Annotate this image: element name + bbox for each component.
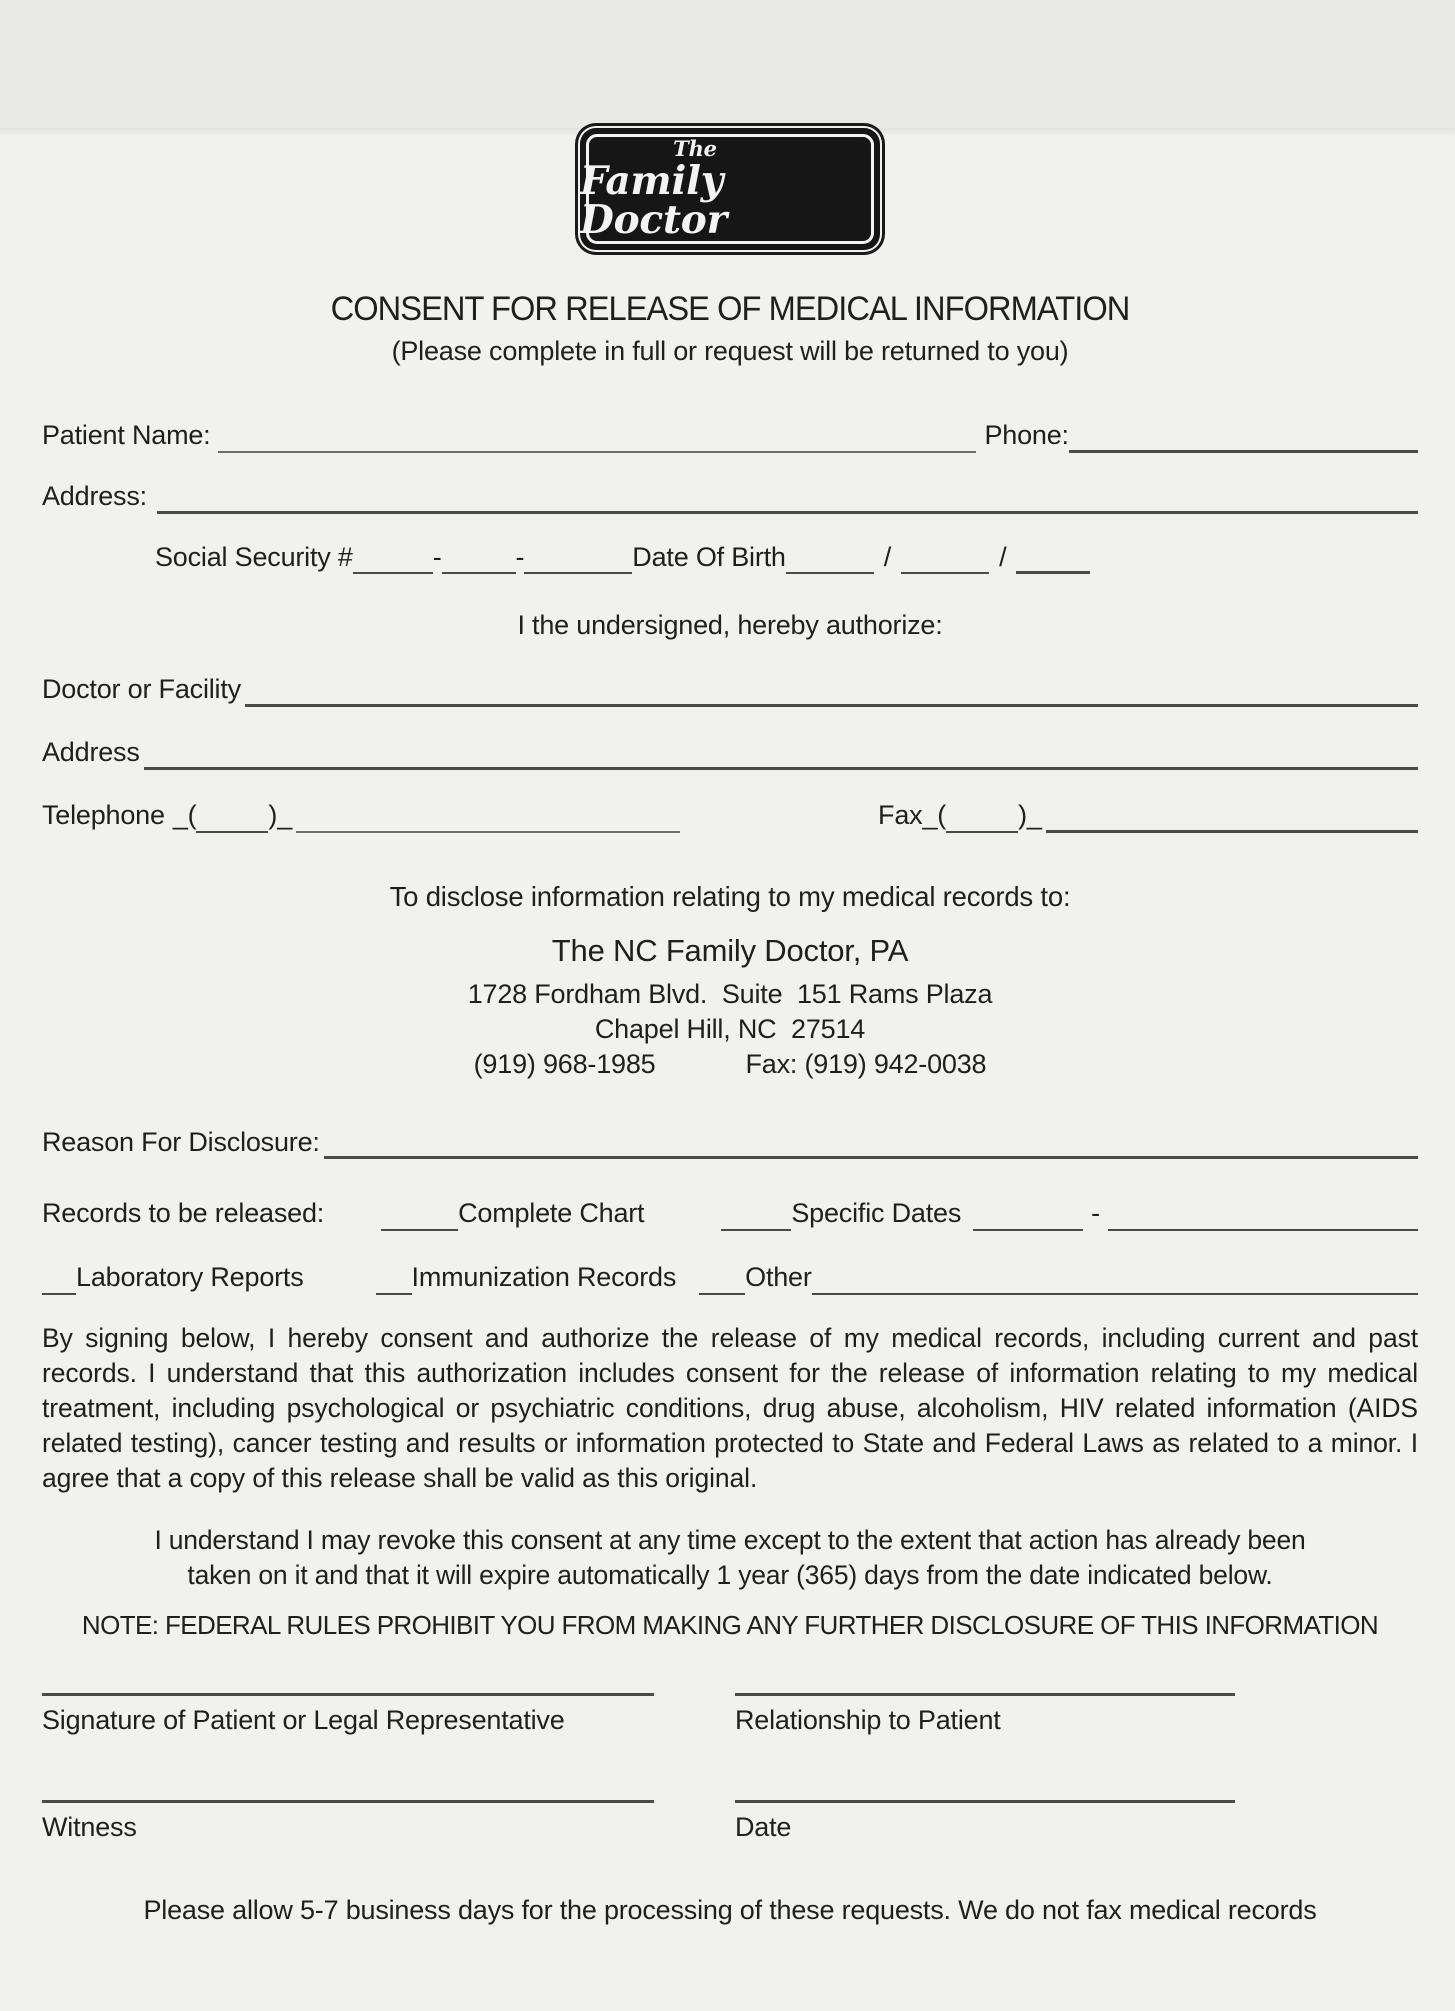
practice-name: The NC Family Doctor, PA — [551, 932, 909, 968]
form-subtitle: (Please complete in full or request will be returned to you) — [391, 336, 1069, 366]
practice-phone-fax — [42, 1047, 1418, 1082]
telephone-paren-open: _( — [172, 799, 197, 830]
doctor-facility-label: Doctor or Facility — [42, 674, 241, 705]
specific-dates-label: Specific Dates — [791, 1198, 962, 1229]
ssn-label: Social Security # — [155, 541, 353, 572]
practice-address-line1: 1728 Fordham Blvd. Suite 151 Rams Plaza — [467, 978, 993, 1009]
fax-paren-close: )_ — [1018, 799, 1042, 830]
complete-chart-label: Complete Chart — [458, 1198, 645, 1229]
family-doctor-logo — [580, 128, 880, 250]
signature-column — [42, 1673, 654, 1736]
facility-address-input-line[interactable] — [144, 759, 1418, 770]
other-input-line[interactable] — [812, 1285, 1418, 1295]
other-checkline[interactable] — [699, 1285, 745, 1295]
specific-dates-checkline[interactable] — [721, 1221, 791, 1231]
relationship-label: Relationship to Patient — [735, 1704, 1001, 1735]
relationship-column — [735, 1673, 1235, 1736]
processing-footer-note: Please allow 5-7 business days for the processing of these requests. We do not fax medical records — [143, 1894, 1317, 1925]
authorize-heading: I the undersigned, hereby authorize: — [517, 610, 943, 641]
specific-dates-dash: - — [1091, 1198, 1100, 1229]
dob-month-line[interactable] — [786, 564, 874, 574]
address-label: Address: — [42, 480, 147, 511]
ssn-dash1: - — [432, 541, 442, 572]
date-column — [735, 1780, 1235, 1843]
dob-slash2: / — [999, 541, 1007, 572]
fax-area-code-line[interactable] — [946, 823, 1018, 833]
other-label: Other — [745, 1262, 812, 1292]
form-title: CONSENT FOR RELEASE OF MEDICAL INFORMATION — [330, 290, 1130, 328]
practice-fax: Fax: (919) 942-0038 — [745, 1048, 987, 1079]
ssn-part2-line[interactable] — [442, 564, 516, 574]
consent-paragraph: By signing below, I hereby consent and authorize the release of my medical records, including current and past records. I understand that this authorization includes consent for the release of information relating to my medical treatment, including psychological or psychiatric conditions, drug abuse, alcoholism, HIV related information (AIDS related testing), cancer testing and results or information protected to State and Federal Laws as related to a minor. I agree that a copy of this release shall be valid as this original. — [42, 1322, 1418, 1493]
doctor-facility-input-line[interactable] — [245, 696, 1418, 707]
relationship-line[interactable] — [735, 1673, 1235, 1696]
complete-chart-checkline[interactable] — [381, 1221, 458, 1231]
specific-dates-to-line[interactable] — [1108, 1221, 1418, 1231]
signature-relationship-row — [42, 1673, 1418, 1736]
practice-block — [42, 933, 1418, 1082]
reason-label: Reason For Disclosure: — [42, 1126, 320, 1157]
reason-row — [42, 1126, 1418, 1160]
ssn-part3-line[interactable] — [524, 564, 632, 574]
ssn-dob-row — [155, 541, 1090, 575]
records-row — [42, 1197, 1418, 1231]
dob-slash1: / — [883, 541, 892, 572]
witness-column — [42, 1780, 654, 1843]
laboratory-reports-label: Laboratory Reports — [76, 1262, 304, 1292]
records-label: Records to be released: — [42, 1198, 325, 1229]
consent-form-page — [0, 128, 1455, 2011]
immunization-records-label: Immunization Records — [411, 1262, 677, 1292]
practice-phone: (919) 968-1985 — [473, 1048, 656, 1079]
phone-input-line[interactable] — [1069, 442, 1418, 453]
logo-the-text: The — [673, 136, 717, 161]
patient-address-row — [42, 480, 1418, 514]
phone-label: Phone: — [984, 420, 1069, 450]
patient-name-row — [42, 419, 1418, 453]
telephone-fax-row — [42, 799, 1418, 833]
dob-year-line[interactable] — [1016, 563, 1090, 574]
patient-name-input-line[interactable] — [218, 443, 976, 453]
telephone-paren-close: )_ — [268, 799, 293, 830]
date-label: Date — [735, 1811, 792, 1842]
fax-number-line[interactable] — [1046, 822, 1418, 833]
telephone-area-code-line[interactable] — [196, 823, 268, 833]
ssn-dash2: - — [515, 541, 525, 572]
patient-name-label: Patient Name: — [42, 420, 211, 450]
reason-input-line[interactable] — [324, 1148, 1418, 1159]
practice-address-line2: Chapel Hill, NC 27514 — [594, 1013, 866, 1044]
witness-label: Witness — [42, 1811, 137, 1842]
witness-line[interactable] — [42, 1780, 654, 1803]
doctor-facility-row — [42, 673, 1418, 707]
immunization-records-checkline[interactable] — [376, 1285, 412, 1295]
specific-dates-from-line[interactable] — [973, 1221, 1083, 1231]
logo-name-text: Family Doctor — [580, 158, 727, 243]
patient-signature-line[interactable] — [42, 1673, 654, 1696]
laboratory-reports-checkline[interactable] — [42, 1285, 76, 1295]
patient-signature-label: Signature of Patient or Legal Representative — [42, 1704, 565, 1735]
dob-label: Date Of Birth — [632, 541, 786, 572]
facility-address-label: Address — [42, 737, 140, 767]
fax-paren-open: _( — [922, 799, 947, 830]
federal-note: NOTE: FEDERAL RULES PROHIBIT YOU FROM MAKING ANY FURTHER DISCLOSURE OF THIS INFORMATION — [81, 1609, 1379, 1640]
telephone-label: Telephone — [42, 799, 165, 830]
record-types-row — [42, 1261, 1418, 1295]
ssn-part1-line[interactable] — [353, 564, 433, 574]
witness-date-row — [42, 1780, 1418, 1843]
revoke-paragraph: I understand I may revoke this consent at any time except to the extent that action has already been taken on it and that it will expire automatically 1 year (365) days from the date indicated below. — [154, 1524, 1306, 1590]
address-input-line[interactable] — [157, 503, 1418, 514]
date-line[interactable] — [735, 1780, 1235, 1803]
facility-address-row — [42, 736, 1418, 770]
telephone-number-line[interactable] — [296, 823, 680, 833]
disclose-heading: To disclose information relating to my medical records to: — [389, 880, 1071, 912]
dob-day-line[interactable] — [901, 564, 989, 574]
fax-label: Fax — [878, 799, 923, 830]
